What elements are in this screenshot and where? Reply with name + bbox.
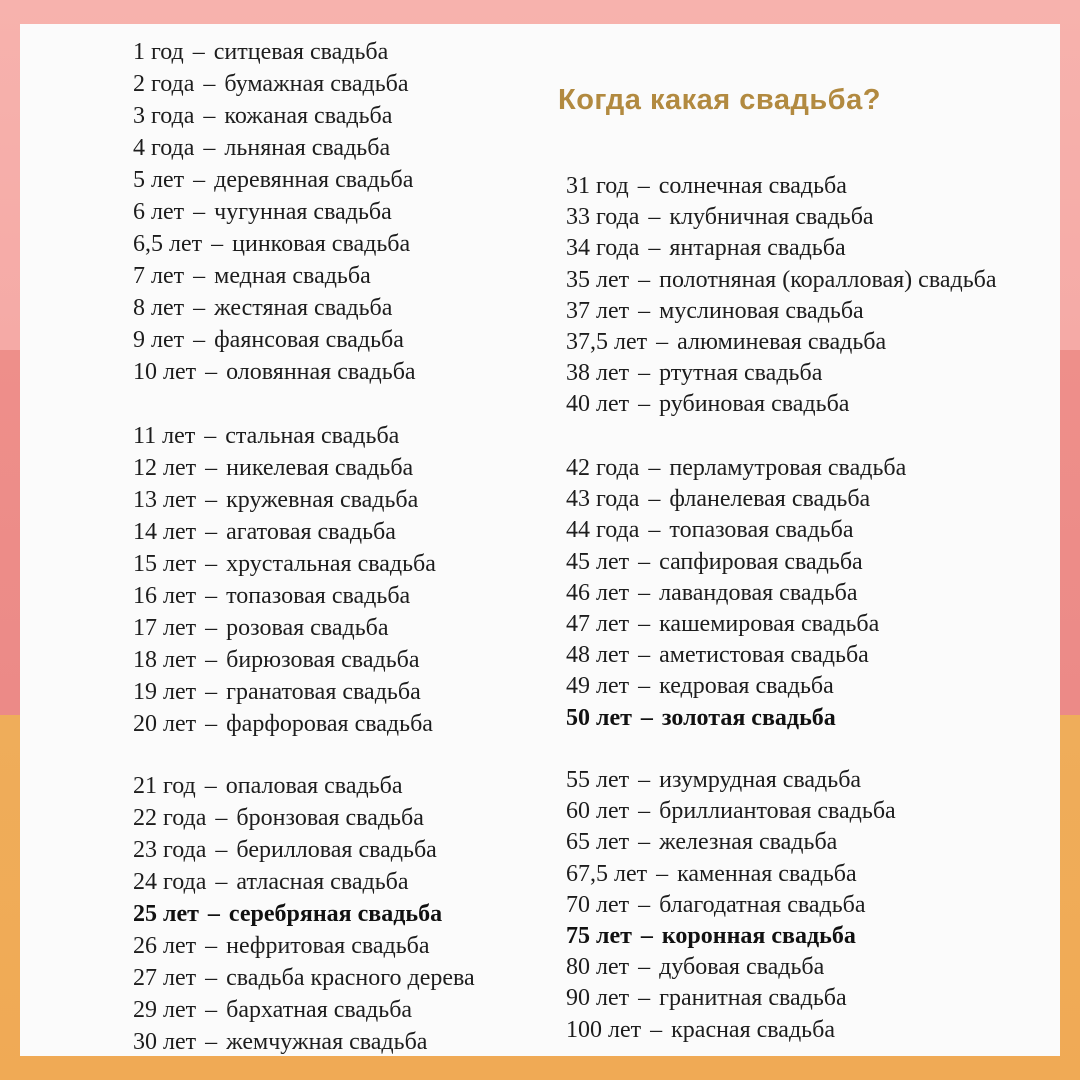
dash-separator: – bbox=[638, 391, 651, 418]
anniversary-years: 21 год bbox=[133, 773, 196, 799]
anniversary-years: 40 лет bbox=[566, 391, 630, 418]
anniversary-years: 10 лет bbox=[133, 359, 197, 385]
dash-separator: – bbox=[205, 615, 218, 641]
dash-separator: – bbox=[638, 297, 651, 324]
anniversary-row bbox=[566, 579, 858, 607]
anniversary-years: 1 год bbox=[133, 39, 184, 65]
anniversary-years: 34 года bbox=[566, 235, 640, 262]
dash-separator: – bbox=[205, 965, 218, 991]
anniversary-row bbox=[133, 294, 392, 322]
anniversary-name: розовая свадьба bbox=[226, 615, 389, 641]
anniversary-years: 13 лет bbox=[133, 487, 197, 513]
anniversary-years: 22 года bbox=[133, 805, 207, 831]
dash-separator: – bbox=[211, 231, 224, 257]
anniversary-row bbox=[133, 454, 413, 482]
anniversary-name: дубовая свадьба bbox=[659, 954, 825, 981]
anniversary-name: фаянсовая свадьба bbox=[214, 327, 404, 353]
anniversary-row bbox=[133, 836, 437, 864]
anniversary-years: 55 лет bbox=[566, 767, 630, 793]
anniversary-row bbox=[133, 550, 436, 578]
anniversary-row bbox=[566, 485, 870, 513]
dash-separator: – bbox=[638, 611, 651, 637]
anniversary-name: льняная свадьба bbox=[224, 135, 391, 161]
anniversary-name: агатовая свадьба bbox=[226, 519, 396, 545]
anniversary-name: оловянная свадьба bbox=[226, 359, 416, 385]
dash-separator: – bbox=[638, 985, 651, 1012]
anniversary-years: 100 лет bbox=[566, 1016, 642, 1043]
anniversary-row bbox=[133, 710, 433, 738]
dash-separator: – bbox=[204, 423, 217, 449]
dash-separator: – bbox=[215, 805, 228, 831]
anniversary-name: стальная свадьба bbox=[225, 423, 400, 449]
anniversary-years: 44 года bbox=[566, 517, 640, 544]
dash-separator: – bbox=[203, 135, 216, 161]
dash-separator: – bbox=[193, 199, 206, 225]
anniversary-years: 43 года bbox=[566, 486, 640, 513]
anniversary-name: нефритовая свадьба bbox=[226, 933, 430, 959]
anniversary-years: 8 лет bbox=[133, 295, 185, 321]
dash-separator: – bbox=[193, 263, 206, 289]
anniversary-row bbox=[566, 297, 864, 325]
dash-separator: – bbox=[638, 798, 651, 825]
anniversary-name: гранитная свадьба bbox=[659, 985, 847, 1012]
dash-separator: – bbox=[648, 455, 661, 481]
anniversary-years: 3 года bbox=[133, 103, 195, 129]
anniversary-row bbox=[566, 359, 822, 387]
anniversary-name: сапфировая свадьба bbox=[659, 548, 863, 575]
anniversary-row bbox=[133, 358, 416, 386]
anniversary-name: хрустальная свадьба bbox=[226, 551, 436, 577]
page-title: Когда какая свадьба? bbox=[558, 84, 881, 116]
anniversary-row bbox=[133, 678, 421, 706]
anniversary-name: алюминевая свадьба bbox=[677, 329, 887, 355]
anniversary-row bbox=[566, 891, 866, 919]
anniversary-name: кедровая свадьба bbox=[659, 673, 834, 700]
anniversary-row bbox=[133, 422, 399, 450]
anniversary-card bbox=[20, 24, 1060, 1056]
anniversary-row bbox=[133, 900, 442, 928]
dash-separator: – bbox=[638, 642, 651, 669]
anniversary-years: 26 лет bbox=[133, 933, 197, 959]
anniversary-years: 4 года bbox=[133, 135, 195, 161]
dash-separator: – bbox=[638, 548, 651, 575]
anniversary-row bbox=[133, 964, 475, 992]
anniversary-name: коронная свадьба bbox=[661, 923, 856, 949]
anniversary-years: 25 лет bbox=[133, 901, 199, 927]
anniversary-years: 24 года bbox=[133, 869, 207, 895]
anniversary-row bbox=[133, 582, 410, 610]
dash-separator: – bbox=[215, 869, 228, 895]
anniversary-years: 65 лет bbox=[566, 829, 630, 856]
dash-separator: – bbox=[640, 923, 653, 949]
dash-separator: – bbox=[638, 266, 651, 293]
anniversary-name: медная свадьба bbox=[214, 263, 371, 289]
anniversary-row bbox=[133, 772, 403, 800]
dash-separator: – bbox=[648, 235, 661, 262]
anniversary-name: фланелевая свадьба bbox=[669, 486, 871, 513]
dash-separator: – bbox=[656, 860, 669, 887]
dash-separator: – bbox=[205, 997, 218, 1023]
anniversary-name: серебряная свадьба bbox=[228, 901, 443, 927]
anniversary-row bbox=[566, 516, 853, 544]
dash-separator: – bbox=[648, 204, 661, 231]
dash-separator: – bbox=[638, 954, 651, 981]
dash-separator: – bbox=[203, 103, 216, 129]
anniversary-name: топазовая свадьба bbox=[226, 583, 411, 609]
anniversary-row bbox=[133, 198, 392, 226]
anniversary-row bbox=[566, 766, 861, 794]
anniversary-years: 60 лет bbox=[566, 798, 630, 825]
anniversary-years: 46 лет bbox=[566, 579, 630, 606]
anniversary-years: 70 лет bbox=[566, 891, 630, 918]
anniversary-name: бриллиантовая свадьба bbox=[659, 798, 896, 825]
dash-separator: – bbox=[215, 837, 228, 863]
dash-separator: – bbox=[193, 327, 206, 353]
dash-separator: – bbox=[205, 551, 218, 577]
anniversary-row bbox=[133, 614, 389, 642]
anniversary-years: 16 лет bbox=[133, 583, 197, 609]
dash-separator: – bbox=[656, 329, 669, 355]
dash-separator: – bbox=[204, 773, 217, 799]
anniversary-name: берилловая свадьба bbox=[236, 837, 437, 863]
anniversary-row bbox=[133, 486, 418, 514]
anniversary-row bbox=[133, 932, 430, 960]
anniversary-years: 14 лет bbox=[133, 519, 197, 545]
anniversary-years: 50 лет bbox=[566, 704, 632, 731]
anniversary-row bbox=[566, 266, 997, 294]
anniversary-name: бумажная свадьба bbox=[224, 71, 409, 97]
anniversary-years: 5 лет bbox=[133, 167, 185, 193]
anniversary-years: 47 лет bbox=[566, 611, 630, 637]
anniversary-years: 17 лет bbox=[133, 615, 197, 641]
anniversary-years: 15 лет bbox=[133, 551, 197, 577]
dash-separator: – bbox=[205, 519, 218, 545]
anniversary-name: чугунная свадьба bbox=[214, 199, 392, 225]
dash-separator: – bbox=[205, 933, 218, 959]
anniversary-name: деревянная свадьба bbox=[214, 167, 414, 193]
dash-separator: – bbox=[637, 173, 650, 199]
dash-separator: – bbox=[638, 360, 651, 387]
anniversary-name: железная свадьба bbox=[659, 829, 838, 856]
anniversary-row bbox=[566, 672, 834, 700]
anniversary-row bbox=[133, 38, 388, 66]
anniversary-years: 6 лет bbox=[133, 199, 185, 225]
anniversary-name: свадьба красного дерева bbox=[226, 965, 475, 991]
anniversary-years: 37,5 лет bbox=[566, 329, 648, 355]
anniversary-years: 23 года bbox=[133, 837, 207, 863]
anniversary-years: 12 лет bbox=[133, 455, 197, 481]
dash-separator: – bbox=[203, 71, 216, 97]
anniversary-years: 2 года bbox=[133, 71, 195, 97]
anniversary-years: 31 год bbox=[566, 173, 629, 199]
anniversary-row bbox=[566, 953, 824, 981]
anniversary-name: бархатная свадьба bbox=[226, 997, 413, 1023]
anniversary-name: аметистовая свадьба bbox=[659, 642, 869, 669]
anniversary-name: каменная свадьба bbox=[677, 860, 857, 887]
anniversary-row bbox=[566, 1016, 835, 1044]
anniversary-row bbox=[566, 234, 846, 262]
dash-separator: – bbox=[205, 1029, 218, 1055]
anniversary-row bbox=[566, 797, 896, 825]
anniversary-row bbox=[566, 454, 906, 482]
anniversary-years: 18 лет bbox=[133, 647, 197, 673]
anniversary-name: жемчужная свадьба bbox=[226, 1029, 428, 1055]
anniversary-name: клубничная свадьба bbox=[669, 204, 874, 231]
anniversary-years: 35 лет bbox=[566, 266, 630, 293]
anniversary-name: перламутровая свадьба bbox=[669, 455, 907, 481]
anniversary-name: опаловая свадьба bbox=[225, 773, 403, 799]
dash-separator: – bbox=[205, 359, 218, 385]
anniversary-row bbox=[566, 172, 847, 200]
anniversary-years: 27 лет bbox=[133, 965, 197, 991]
dash-separator: – bbox=[192, 39, 205, 65]
anniversary-years: 45 лет bbox=[566, 548, 630, 575]
anniversary-row bbox=[133, 262, 371, 290]
anniversary-name: золотая свадьба bbox=[661, 704, 836, 731]
dash-separator: – bbox=[650, 1016, 663, 1043]
anniversary-name: изумрудная свадьба bbox=[659, 767, 862, 793]
anniversary-name: жестяная свадьба bbox=[214, 295, 393, 321]
dash-separator: – bbox=[648, 486, 661, 513]
anniversary-name: топазовая свадьба bbox=[669, 517, 854, 544]
anniversary-name: янтарная свадьба bbox=[669, 235, 846, 262]
anniversary-row bbox=[566, 922, 856, 950]
dash-separator: – bbox=[205, 679, 218, 705]
anniversary-row bbox=[566, 328, 886, 356]
dash-separator: – bbox=[205, 583, 218, 609]
dash-separator: – bbox=[193, 167, 206, 193]
anniversary-name: бирюзовая свадьба bbox=[226, 647, 420, 673]
anniversary-row bbox=[566, 704, 836, 732]
anniversary-name: кружевная свадьба bbox=[226, 487, 419, 513]
anniversary-years: 90 лет bbox=[566, 985, 630, 1012]
dash-separator: – bbox=[648, 517, 661, 544]
anniversary-name: цинковая свадьба bbox=[232, 231, 411, 257]
anniversary-years: 75 лет bbox=[566, 923, 632, 949]
dash-separator: – bbox=[205, 647, 218, 673]
anniversary-years: 7 лет bbox=[133, 263, 185, 289]
dash-separator: – bbox=[640, 704, 653, 731]
anniversary-name: кашемировая свадьба bbox=[659, 611, 880, 637]
anniversary-years: 11 лет bbox=[133, 423, 196, 449]
dash-separator: – bbox=[207, 901, 220, 927]
anniversary-name: благодатная свадьба bbox=[659, 891, 866, 918]
anniversary-years: 19 лет bbox=[133, 679, 197, 705]
anniversary-name: красная свадьба bbox=[671, 1016, 835, 1043]
anniversary-years: 37 лет bbox=[566, 297, 630, 324]
anniversary-name: солнечная свадьба bbox=[658, 173, 847, 199]
dash-separator: – bbox=[638, 579, 651, 606]
dash-separator: – bbox=[193, 295, 206, 321]
anniversary-name: полотняная (коралловая) свадьба bbox=[659, 266, 997, 293]
anniversary-row bbox=[133, 868, 409, 896]
anniversary-row bbox=[566, 203, 874, 231]
anniversary-row bbox=[133, 230, 410, 258]
anniversary-name: рубиновая свадьба bbox=[659, 391, 850, 418]
anniversary-name: кожаная свадьба bbox=[224, 103, 393, 129]
anniversary-name: лавандовая свадьба bbox=[659, 579, 858, 606]
anniversary-row bbox=[133, 518, 396, 546]
anniversary-years: 20 лет bbox=[133, 711, 197, 737]
anniversary-years: 49 лет bbox=[566, 673, 630, 700]
dash-separator: – bbox=[638, 891, 651, 918]
anniversary-row bbox=[566, 828, 837, 856]
anniversary-row bbox=[566, 610, 879, 638]
anniversary-name: никелевая свадьба bbox=[226, 455, 414, 481]
anniversary-row bbox=[566, 548, 863, 576]
anniversary-row bbox=[133, 326, 404, 354]
anniversary-years: 33 года bbox=[566, 204, 640, 231]
anniversary-years: 48 лет bbox=[566, 642, 630, 669]
dash-separator: – bbox=[205, 455, 218, 481]
anniversary-name: гранатовая свадьба bbox=[226, 679, 421, 705]
dash-separator: – bbox=[205, 487, 218, 513]
anniversary-name: атласная свадьба bbox=[236, 869, 409, 895]
anniversary-years: 9 лет bbox=[133, 327, 185, 353]
anniversary-years: 80 лет bbox=[566, 954, 630, 981]
anniversary-years: 6,5 лет bbox=[133, 231, 203, 257]
anniversary-years: 30 лет bbox=[133, 1029, 197, 1055]
anniversary-row bbox=[133, 70, 409, 98]
anniversary-row bbox=[566, 641, 869, 669]
anniversary-row bbox=[133, 996, 412, 1024]
dash-separator: – bbox=[638, 673, 651, 700]
dash-separator: – bbox=[638, 829, 651, 856]
anniversary-row bbox=[133, 646, 420, 674]
dash-separator: – bbox=[205, 711, 218, 737]
dash-separator: – bbox=[638, 767, 651, 793]
anniversary-name: ситцевая свадьба bbox=[213, 39, 389, 65]
anniversary-name: муслиновая свадьба bbox=[659, 297, 864, 324]
anniversary-row bbox=[566, 860, 857, 888]
anniversary-row bbox=[133, 166, 413, 194]
anniversary-row bbox=[566, 390, 849, 418]
anniversary-name: фарфоровая свадьба bbox=[226, 711, 433, 737]
anniversary-years: 29 лет bbox=[133, 997, 197, 1023]
anniversary-row bbox=[133, 134, 390, 162]
anniversary-name: бронзовая свадьба bbox=[236, 805, 424, 831]
anniversary-row bbox=[133, 1028, 427, 1056]
anniversary-row bbox=[133, 102, 392, 130]
anniversary-row bbox=[566, 984, 847, 1012]
anniversary-years: 42 года bbox=[566, 455, 640, 481]
anniversary-years: 38 лет bbox=[566, 360, 630, 387]
anniversary-name: ртутная свадьба bbox=[659, 360, 823, 387]
anniversary-row bbox=[133, 804, 424, 832]
anniversary-years: 67,5 лет bbox=[566, 860, 648, 887]
